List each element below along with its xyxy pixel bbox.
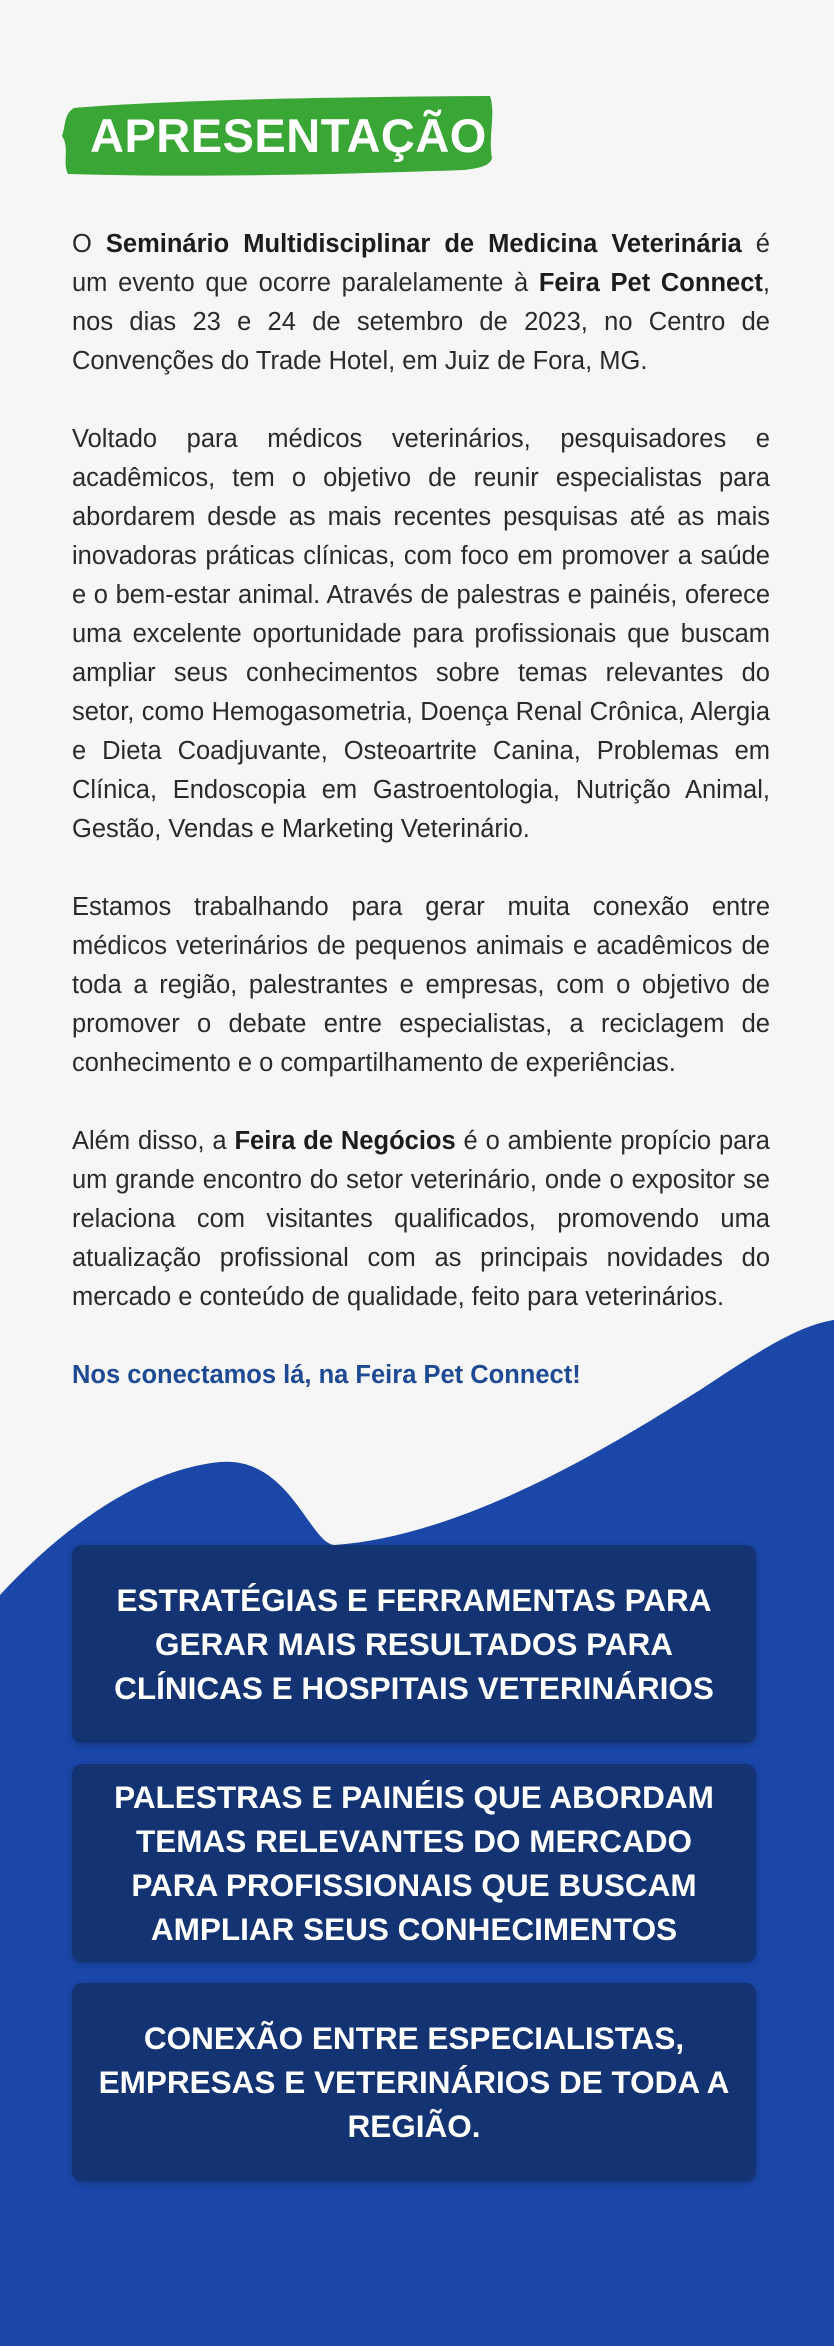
paragraph-audience: Voltado para médicos veterinários, pesquisadores e acadêmicos, tem o objetivo de reunir especialistas para abordarem desde as mais recentes pesquisas até as mais inovadoras práticas clínicas, com foco em promover a saúde e o bem-estar animal. Através de palestras e painéis, oferece uma excelente oportunidade para profissionais que buscam ampliar seus conhecimentos sobre temas relevantes do setor, como Hemogasometria, Doença Renal Crônica, Alergia e Dieta Coadjuvante, Osteoartrite Canina, Problemas em Clínica, Endoscopia em Gastroentologia, Nutrição Animal, Gestão, Vendas e Marketing Veterinário. — [72, 425, 770, 843]
fair-text: Além disso, a — [72, 1127, 235, 1155]
business-fair-name: Feira de Negócios — [234, 1127, 456, 1155]
paragraph-connection: Estamos trabalhando para gerar muita conexão entre médicos veterinários de pequenos animais e acadêmicos de toda a região, palestrantes e empresas, com o objetivo de promover o debate entre especialistas, a reciclagem de conhecimento e o compartilhamento de experiências. — [72, 893, 770, 1077]
presentation-body — [72, 225, 770, 1434]
highlight-card — [72, 1764, 756, 1962]
closing-line: Nos conectamos lá, na Feira Pet Connect! — [72, 1361, 581, 1389]
paragraph-intro — [72, 225, 770, 381]
highlight-card — [72, 1983, 756, 2181]
paragraph-business-fair — [72, 1122, 770, 1317]
page-title: APRESENTAÇÃO — [90, 109, 487, 162]
highlight-card — [72, 1545, 756, 1743]
fair-name: Feira Pet Connect — [538, 269, 763, 297]
highlight-cards — [72, 1545, 756, 2202]
highlight-card-title: CONEXÃO ENTRE ESPECIALISTAS, EMPRESAS E VETERINÁRIOS DE TODA A REGIÃO. — [98, 2020, 730, 2144]
section-heading — [60, 92, 500, 184]
intro-text: é um evento que ocorre paralelamente à — [72, 230, 770, 297]
highlight-card-title: ESTRATÉGIAS E FERRAMENTAS PARA GERAR MAIS RESULTADOS PARA CLÍNICAS E HOSPITAIS VETERINÁRIOS — [114, 1582, 714, 1706]
intro-text: O — [72, 230, 106, 258]
fair-text: é o ambiente propício para um grande encontro do setor veterinário, onde o expositor se relaciona com visitantes qualificados, promovendo uma atualização profissional com as principais novidades do mercado e conteúdo de qualidade, feito para veterinários. — [72, 1127, 770, 1311]
event-name: Seminário Multidisciplinar de Medicina Veterinária — [105, 230, 742, 258]
highlight-card-title: PALESTRAS E PAINÉIS QUE ABORDAM TEMAS RELEVANTES DO MERCADO PARA PROFISSIONAIS QUE BUSCAM AMPLIAR SEUS CONHECIMENTOS — [114, 1779, 714, 1947]
intro-text: , nos dias 23 e 24 de setembro de 2023, no Centro de Convenções do Trade Hotel, em Juiz de Fora, MG. — [72, 269, 770, 375]
